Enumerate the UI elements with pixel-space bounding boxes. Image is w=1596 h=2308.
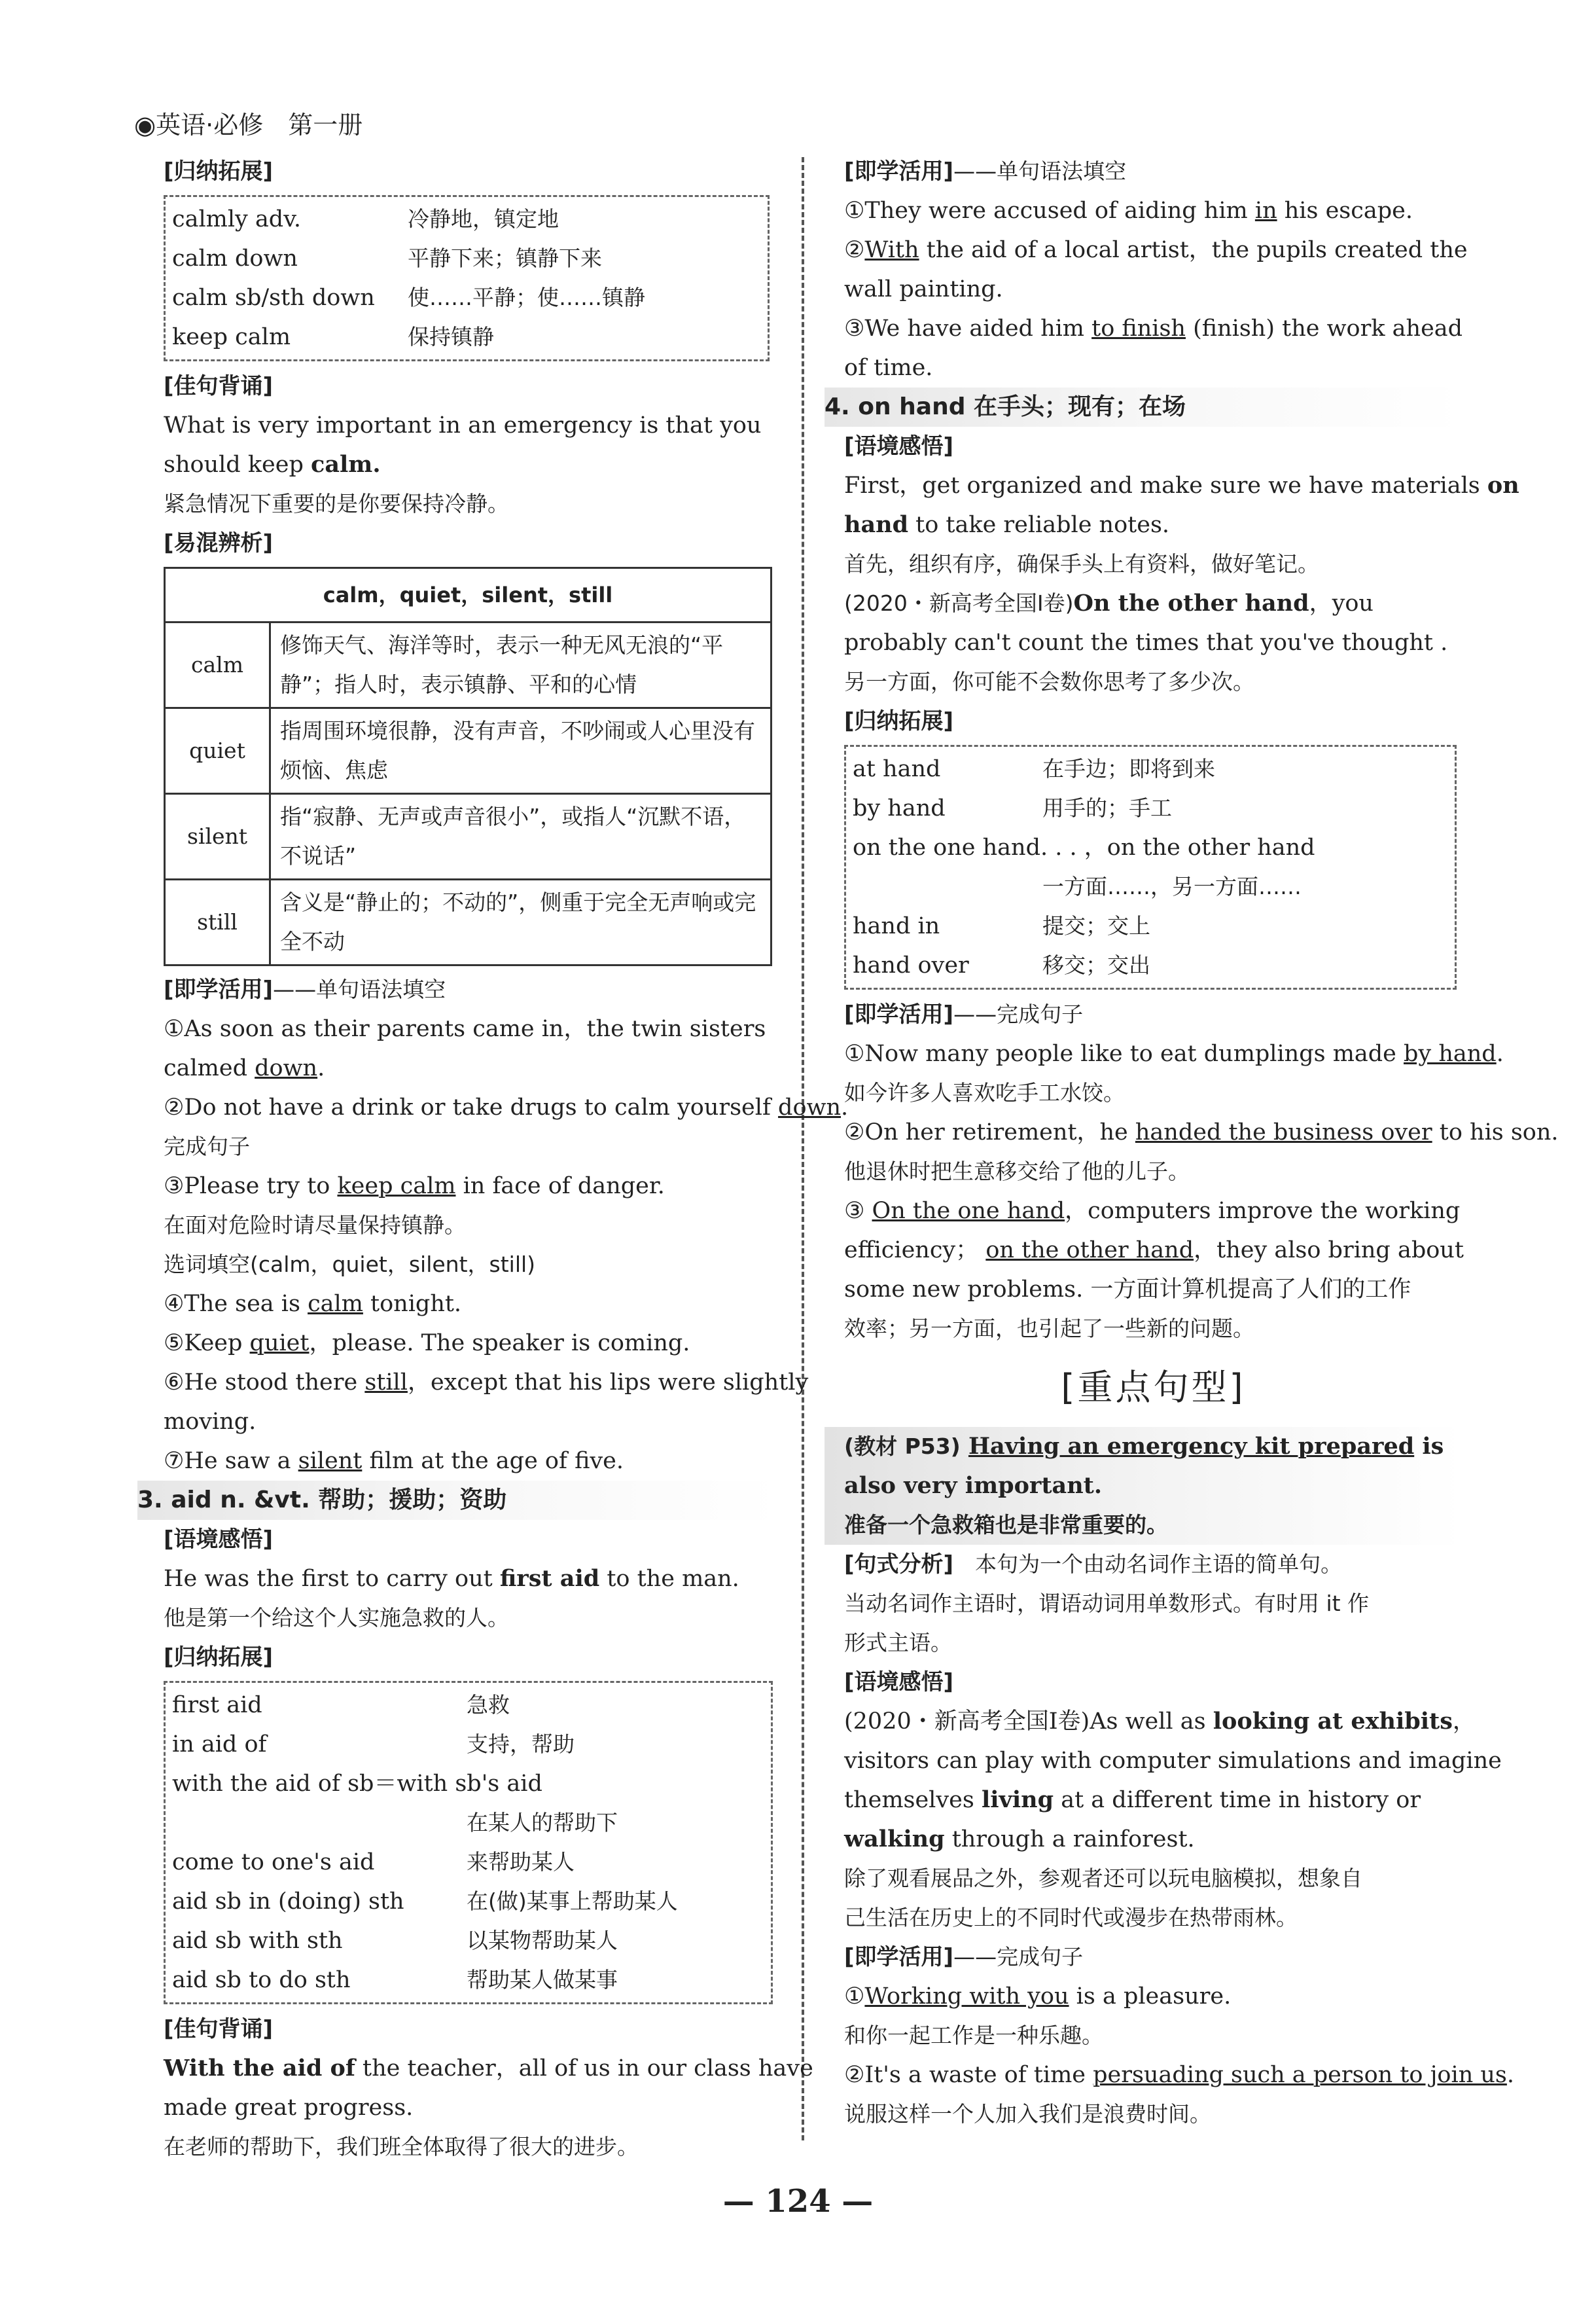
key-phrase: Having an emergency kit prepared <box>968 1433 1415 1460</box>
description: 含义是“静止的；不动的”，侧重于完全无声响或完全不动 <box>270 880 771 965</box>
complete-sentence-label: 完成句子 <box>164 1134 250 1159</box>
text: the teacher，all of us in our class have <box>355 2055 813 2082</box>
key-sentence <box>844 1427 1463 1466</box>
text: should keep <box>164 452 311 478</box>
aid-row <box>172 1882 764 1921</box>
answer: on the other hand <box>985 1237 1194 1263</box>
hand-exercise-1-translation: 如今许多人喜欢吃手工水饺。 <box>844 1080 1125 1106</box>
phrase: calm down <box>172 245 298 272</box>
keyword: On the other hand <box>1073 590 1309 617</box>
aid-row <box>172 1764 764 1803</box>
hand-row <box>853 907 1448 946</box>
answer: calm <box>308 1291 363 1317</box>
hand-exercise-1: ①Now many people like to eat dumplings made by hand. <box>844 1041 1504 1067</box>
answer: by hand <box>1404 1041 1497 1067</box>
answer: Working with you <box>864 1983 1069 2010</box>
tag-recite: [佳句背诵] <box>164 2016 274 2042</box>
exercise-header <box>844 1938 1463 1977</box>
text: ②Do not have a drink or take drugs to calm yourself <box>164 1094 779 1121</box>
text: ①They were accused of aiding him <box>844 198 1255 224</box>
exercise-6-cont: moving. <box>164 1409 257 1435</box>
hand-example-1 <box>844 466 1519 505</box>
keyword: walking <box>844 1826 945 1852</box>
hand-expansion-box <box>844 745 1457 990</box>
aid-section-title: 3. aid n. &vt. 帮助；援助；资助 <box>137 1481 779 1520</box>
text: efficiency； <box>844 1237 986 1263</box>
aid-recite-cont: made great progress. <box>164 2095 414 2121</box>
phrase: hand over <box>853 952 969 979</box>
phrase: by hand <box>853 795 946 821</box>
gerund-exercise-1 <box>844 1977 1463 2016</box>
hand-exercise-3 <box>844 1191 1463 1231</box>
text: ③Please try to <box>164 1173 338 1199</box>
exercise-header <box>164 970 779 1009</box>
hand-section-title: 4. on hand 在手头；现有；在场 <box>825 388 1463 427</box>
text: ②It's a waste of time <box>844 2062 1093 2088</box>
aid-row <box>172 1686 764 1725</box>
hand-example-1-translation: 首先，组织有序，确保手头上有资料，做好笔记。 <box>844 551 1319 577</box>
source: (教材 P53) <box>844 1433 961 1459</box>
keyword: looking at exhibits <box>1213 1708 1453 1735</box>
table-row <box>165 708 771 794</box>
aid-recite <box>164 2049 813 2088</box>
answer: With <box>864 237 919 263</box>
text: film at the age of five. <box>362 1448 624 1474</box>
meaning: 用手的；手工 <box>1042 795 1172 821</box>
hand-example-2-translation: 另一方面，你可能不会数你思考了多少次。 <box>844 669 1254 694</box>
tag-practice: [即学活用] <box>164 977 274 1003</box>
phrase: on the one hand. . . ，on the other hand <box>853 835 1315 861</box>
meaning: 帮助某人做某事 <box>467 1967 618 1992</box>
meaning: 提交；交上 <box>1042 913 1150 939</box>
phrase: at hand <box>853 756 941 782</box>
phrase: in aid of <box>172 1731 267 1758</box>
tag-confusables: [易混辨析] <box>164 530 274 556</box>
phrase: with the aid of sb＝with sb's aid <box>172 1771 542 1797</box>
text: tonight. <box>363 1291 462 1317</box>
context-example-cont <box>844 1780 1463 1820</box>
aid-exercise-1 <box>844 191 1463 230</box>
text: 本句为一个由动名词作主语的简单句。 <box>953 1551 1343 1577</box>
exercise-1: ①As soon as their parents came in，the twin sisters <box>164 1016 766 1042</box>
tag-summary: [归纳拓展] <box>164 158 274 185</box>
text: ， <box>1452 1708 1476 1735</box>
phrase: calmly adv. <box>172 206 301 232</box>
meaning: 在(做)某事上帮助某人 <box>467 1888 678 1914</box>
hand-exercise-3-translation: 效率；另一方面，也引起了一些新的问题。 <box>844 1316 1254 1341</box>
answer: On the one hand <box>872 1198 1065 1224</box>
text: to the man. <box>599 1566 739 1592</box>
calm-row <box>172 317 761 357</box>
meaning: 急救 <box>467 1692 510 1718</box>
keyword: on <box>1487 472 1519 499</box>
tag-practice: [即学活用] <box>844 158 954 185</box>
context-example-cont: visitors can play with computer simulations and imagine <box>844 1748 1502 1774</box>
hand-example-1-cont <box>844 505 1463 545</box>
hand-exercise-2 <box>844 1113 1559 1152</box>
text: ③We have aided him <box>844 316 1092 342</box>
comparison-title: calm，quiet，silent，still <box>165 568 771 622</box>
exercise-7 <box>164 1441 779 1481</box>
keyword: hand <box>844 511 909 538</box>
tag-recite: [佳句背诵] <box>164 373 274 399</box>
description: 修饰天气、海洋等时，表示一种无风无浪的“平静”；指人时，表示镇静、平和的心情 <box>270 622 771 708</box>
text: themselves <box>844 1787 982 1813</box>
comparison-table <box>164 567 772 966</box>
analysis-cont: 当动名词作主语时，谓语动词用单数形式。有时用 it 作 <box>844 1591 1370 1616</box>
answer: down <box>778 1094 842 1121</box>
hand-example-2-cont: probably can't count the times that you've thought . <box>844 630 1448 656</box>
context-example <box>844 1702 1476 1741</box>
aid-example <box>164 1559 779 1598</box>
hand-exercise-3-cont <box>844 1231 1463 1270</box>
aid-exercise-3 <box>844 309 1463 348</box>
column-divider <box>802 157 804 2140</box>
hand-row <box>853 867 1448 907</box>
gerund-exercise-2 <box>844 2055 1515 2095</box>
keyword: With the aid of <box>164 2055 355 2082</box>
context-example-translation: 除了观看展品之外，参观者还可以玩电脑模拟，想象自 <box>844 1866 1362 1891</box>
hand-exercise-2-translation: 他退休时把生意移交给了他的儿子。 <box>844 1159 1190 1184</box>
exercise-6 <box>164 1363 809 1402</box>
answer: handed the business over <box>1135 1119 1432 1145</box>
answer: quiet <box>249 1330 310 1356</box>
phrase: aid sb with sth <box>172 1928 343 1954</box>
phrase: calm sb/sth down <box>172 285 375 311</box>
text: to take reliable notes. <box>908 512 1170 538</box>
hand-row <box>853 789 1448 828</box>
tag-summary: [归纳拓展] <box>844 708 954 734</box>
table-row <box>165 794 771 880</box>
phrase: keep calm <box>172 324 291 350</box>
exercise-header <box>844 995 1463 1034</box>
phrase <box>853 867 1042 907</box>
calm-row <box>172 278 761 317</box>
text: ⑥He stood there <box>164 1369 365 1396</box>
text: through a rainforest. <box>944 1826 1195 1852</box>
aid-recite-translation: 在老师的帮助下，我们班全体取得了很大的进步。 <box>164 2134 639 2159</box>
meaning: 移交；交出 <box>1042 952 1150 978</box>
answer: persuading such a person to join us <box>1093 2062 1507 2088</box>
text: his escape. <box>1277 198 1413 224</box>
keyword: calm. <box>311 451 381 478</box>
hand-example-2 <box>844 584 1463 623</box>
exercise-2: ②Do not have a drink or take drugs to calm yourself down. <box>164 1094 849 1121</box>
gerund-exercise-1-translation: 和你一起工作是一种乐趣。 <box>844 2023 1103 2048</box>
gerund-exercise-2-translation: 说服这样一个人加入我们是浪费时间。 <box>844 2101 1211 2127</box>
meaning: 在某人的帮助下 <box>467 1810 618 1835</box>
meaning: 以某物帮助某人 <box>467 1928 618 1953</box>
recite-sentence: What is very important in an emergency is that you <box>164 412 762 439</box>
phrase: come to one's aid <box>172 1849 375 1875</box>
subtitle: ——单句语法填空 <box>273 977 446 1002</box>
exercise-5 <box>164 1324 779 1363</box>
aid-exercise-2-cont: wall painting. <box>844 276 1003 302</box>
key-sentence-block <box>825 1427 1463 1545</box>
hand-row <box>853 828 1448 867</box>
choose-word-label: 选词填空(calm，quiet，silent，still) <box>164 1252 536 1277</box>
phrase: aid sb in (doing) sth <box>172 1888 404 1915</box>
text: ，you <box>1309 590 1374 617</box>
meaning: 保持镇静 <box>408 324 494 350</box>
keyword: first aid <box>499 1565 600 1592</box>
answer: in <box>1254 198 1277 224</box>
hand-row <box>853 946 1448 985</box>
exercise-3-translation: 在面对危险时请尽量保持镇静。 <box>164 1212 466 1238</box>
text: is <box>1414 1433 1444 1460</box>
calm-row <box>172 239 761 278</box>
aid-row <box>172 1960 764 2000</box>
text: . <box>1506 2062 1515 2088</box>
text: ⑦He saw a <box>164 1448 298 1474</box>
tag-context: [语境感悟] <box>164 1526 274 1553</box>
text: ，please. The speaker is coming. <box>309 1330 690 1356</box>
tag-context: [语境感悟] <box>844 433 954 460</box>
hand-exercise-3-cont: some new problems. 一方面计算机提高了人们的工作 <box>844 1276 1411 1303</box>
text: (finish) the work ahead <box>1185 316 1463 342</box>
analysis <box>844 1545 1463 1584</box>
text: the aid of a local artist，the pupils created the <box>919 237 1468 263</box>
aid-exercise-2 <box>844 230 1468 270</box>
tag-context: [语境感悟] <box>844 1669 954 1695</box>
text: ，except that his lips were slightly <box>407 1369 809 1396</box>
calm-row <box>172 200 761 239</box>
meaning: 冷静地，镇定地 <box>408 206 559 232</box>
text: ，computers improve the working <box>1065 1198 1461 1224</box>
context-example-cont <box>844 1820 1463 1859</box>
answer: keep calm <box>337 1173 456 1199</box>
key-sentence-cont: also very important. <box>844 1472 1103 1499</box>
key-sentence-heading: [重点句型] <box>1061 1367 1246 1408</box>
aid-exercise-3-cont: of time. <box>844 355 933 381</box>
meaning: 在手边；即将到来 <box>1042 756 1215 782</box>
text: at a different time in history or <box>1054 1787 1421 1813</box>
aid-example-translation: 他是第一个给这个人实施急救的人。 <box>164 1605 509 1631</box>
hand-row <box>853 749 1448 789</box>
subtitle: ——单句语法填空 <box>953 158 1127 184</box>
page-number: — 124 — <box>722 2183 874 2220</box>
text: is a pleasure. <box>1069 1983 1232 2010</box>
exercise-header <box>844 152 1463 191</box>
aid-row <box>172 1803 764 1843</box>
subtitle: ——完成句子 <box>953 1001 1084 1027</box>
text: ② <box>844 237 865 263</box>
exercise-3 <box>164 1166 779 1206</box>
left-column <box>137 152 849 2167</box>
calm-expansion-box <box>164 195 770 361</box>
recite-sentence-cont <box>164 445 779 484</box>
text: ①Now many people like to eat dumplings made <box>844 1041 1404 1067</box>
answer: silent <box>298 1448 363 1474</box>
text: ④The sea is <box>164 1291 308 1317</box>
exercise-4 <box>164 1284 779 1324</box>
source: (2020・新高考全国Ⅰ卷) <box>844 590 1074 616</box>
text: calmed <box>164 1055 255 1081</box>
word: quiet <box>165 708 270 794</box>
phrase: aid sb to do sth <box>172 1967 351 1993</box>
phrase: hand in <box>853 913 940 939</box>
aid-expansion-box <box>164 1681 773 2004</box>
word: calm <box>165 622 270 708</box>
meaning: 一方面……，另一方面…… <box>1042 874 1302 899</box>
text: ，they also bring about <box>1194 1237 1464 1263</box>
aid-row <box>172 1725 764 1764</box>
tag-practice: [即学活用] <box>844 1944 954 1970</box>
word: silent <box>165 794 270 880</box>
meaning: 使……平静；使……镇静 <box>408 285 645 310</box>
word: still <box>165 880 270 965</box>
phrase <box>172 1803 467 1843</box>
context-example-translation: 己生活在历史上的不同时代或漫步在热带雨林。 <box>844 1905 1298 1930</box>
meaning: 支持，帮助 <box>467 1731 575 1757</box>
description: 指“寂静、无声或声音很小”，或指人“沉默不语，不说话” <box>270 794 771 880</box>
phrase: first aid <box>172 1692 262 1718</box>
text: to his son. <box>1432 1119 1559 1145</box>
answer: down <box>255 1055 318 1081</box>
tag-summary: [归纳拓展] <box>164 1644 274 1670</box>
subtitle: ——完成句子 <box>953 1944 1084 1970</box>
key-sentence-translation: 准备一个急救箱也是非常重要的。 <box>844 1512 1168 1538</box>
text: He was the first to carry out <box>164 1566 500 1592</box>
keyword: living <box>981 1786 1054 1813</box>
text: ⑤Keep <box>164 1330 250 1356</box>
meaning: 平静下来；镇静下来 <box>408 245 602 271</box>
text: ③ <box>844 1198 872 1224</box>
tag-practice: [即学活用] <box>844 1001 954 1028</box>
text: ②On her retirement，he <box>844 1119 1135 1145</box>
meaning: 来帮助某人 <box>467 1849 575 1875</box>
aid-row <box>172 1843 764 1882</box>
recite-translation: 紧急情况下重要的是你要保持冷静。 <box>164 491 509 516</box>
text: (2020・新高考全国Ⅰ卷)As well as <box>844 1708 1213 1735</box>
description: 指周围环境很静，没有声音，不吵闹或人心里没有烦恼、焦虑 <box>270 708 771 794</box>
answer: still <box>364 1369 408 1396</box>
exercise-1-cont: calmed down. <box>164 1055 325 1081</box>
text: ① <box>844 1983 865 2010</box>
right-column <box>825 152 1559 2134</box>
analysis-cont: 形式主语。 <box>844 1630 952 1655</box>
table-row <box>165 622 771 708</box>
answer: to finish <box>1091 316 1186 342</box>
text: in face of danger. <box>455 1173 665 1199</box>
tag-analysis: [句式分析] <box>844 1551 954 1578</box>
table-row <box>165 880 771 965</box>
text: First，get organized and make sure we have materials <box>844 473 1487 499</box>
aid-row <box>172 1921 764 1960</box>
page-header: ◉英语·必修 第一册 <box>134 111 363 139</box>
